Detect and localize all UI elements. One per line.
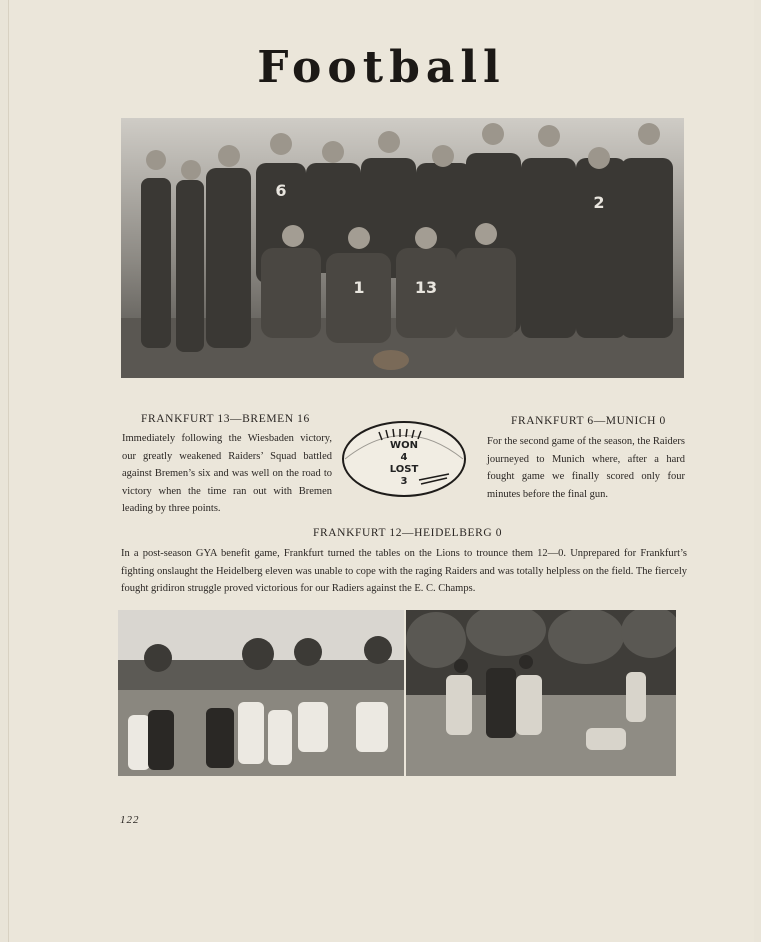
game-heading-bremen: FRANKFURT 13—BREMEN 16 [141, 413, 310, 425]
jersey-number: 1 [353, 278, 365, 297]
jersey-number: 2 [593, 193, 605, 212]
game-text-bremen: Immediately following the Wiesbaden victory, our greatly weakened Raiders’ Squad battled against Bremen’s six and was well on the road to victory when the time ran out with Bremen leading by three points. [122, 433, 332, 515]
team-photo [121, 118, 684, 378]
jersey-number: 13 [414, 278, 438, 297]
jersey-number: 6 [275, 181, 287, 200]
action-photo-left [118, 610, 404, 776]
yearbook-page [8, 0, 754, 942]
game-text-heidelberg: In a post-season GYA benefit game, Frankfurt turned the tables on the Lions to trounce them 12—0. Unprepared for Frankfurt’s fighting onslaught the Heidelberg eleven was unable to cope with the raging Raiders and was totally helpless on the field. The fiercely fought gridiron struggle proved victorious for our Radiers against the E. C. Champs. [121, 548, 687, 595]
page-number: 122 [120, 814, 140, 826]
action-photo-right [406, 610, 676, 776]
game-heading-munich: FRANKFURT 6—MUNICH 0 [511, 415, 666, 427]
record-lost-label: LOST [389, 464, 419, 475]
record-won-label: WON [390, 440, 418, 451]
record-lost-value: 3 [400, 476, 408, 487]
game-text-munich: For the second game of the season, the Raiders journeyed to Munich where, after a hard fought game we finally scored only four minutes before the final gun. [487, 436, 685, 500]
game-heading-heidelberg: FRANKFURT 12—HEIDELBERG 0 [313, 527, 503, 539]
page-title: Football [257, 42, 506, 93]
football-record-drawing [339, 418, 469, 500]
record-won-value: 4 [400, 452, 408, 463]
